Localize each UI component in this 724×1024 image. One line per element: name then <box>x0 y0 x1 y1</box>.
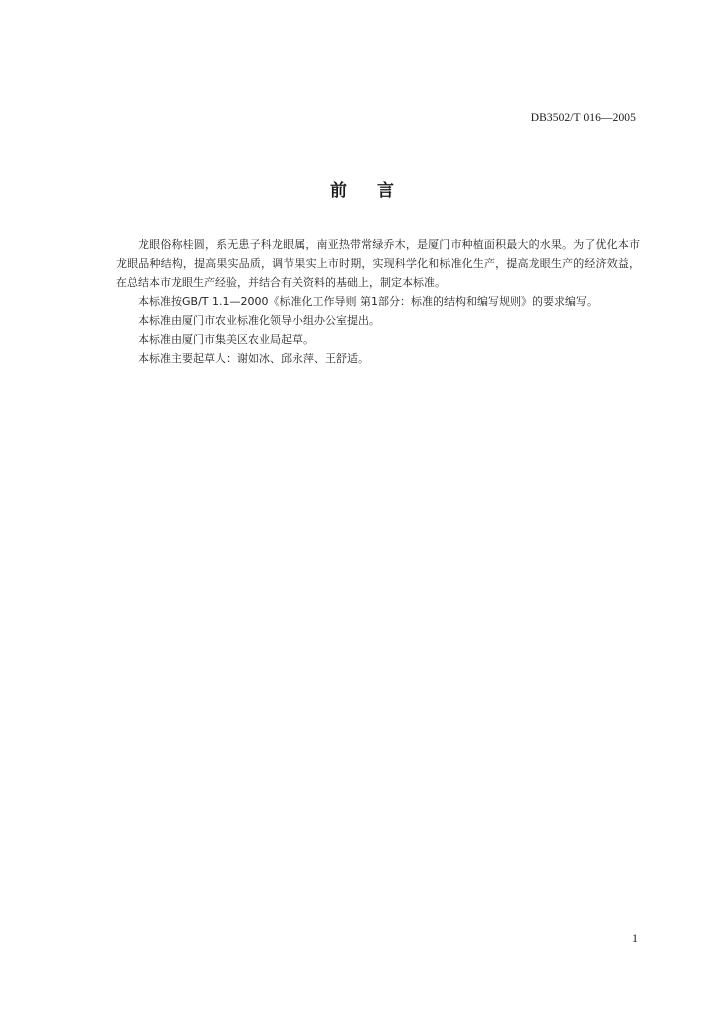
page-title: 前言 <box>330 181 424 201</box>
standard-code: DB3502/T 016—2005 <box>530 112 636 124</box>
paragraph: 本标准由厦门市集美区农业局起草。 <box>138 333 314 346</box>
paragraph: 本标准由厦门市农业标准化领导小组办公室提出。 <box>138 314 380 327</box>
page-number: 1 <box>632 931 638 945</box>
paragraph: 本标准主要起草人：谢如冰、邱永萍、王舒适。 <box>138 352 369 365</box>
preface-body <box>116 235 640 368</box>
paragraph: 本标准按GB/T 1.1—2000《标准化工作导则 第1部分：标准的结构和编写规则》的要求编写。 <box>138 295 598 308</box>
paragraph: 龙眼俗称桂圆，系无患子科龙眼属，南亚热带常绿乔木，是厦门市种植面积最大的水果。为了优化本市龙眼品种结构，提高果实品质，调节果实上市时期，实现科学化和标准化生产，提高龙眼生产的经济效益，在总结本市龙眼生产经验，并结合有关资料的基础上，制定本标准。 <box>116 238 640 289</box>
